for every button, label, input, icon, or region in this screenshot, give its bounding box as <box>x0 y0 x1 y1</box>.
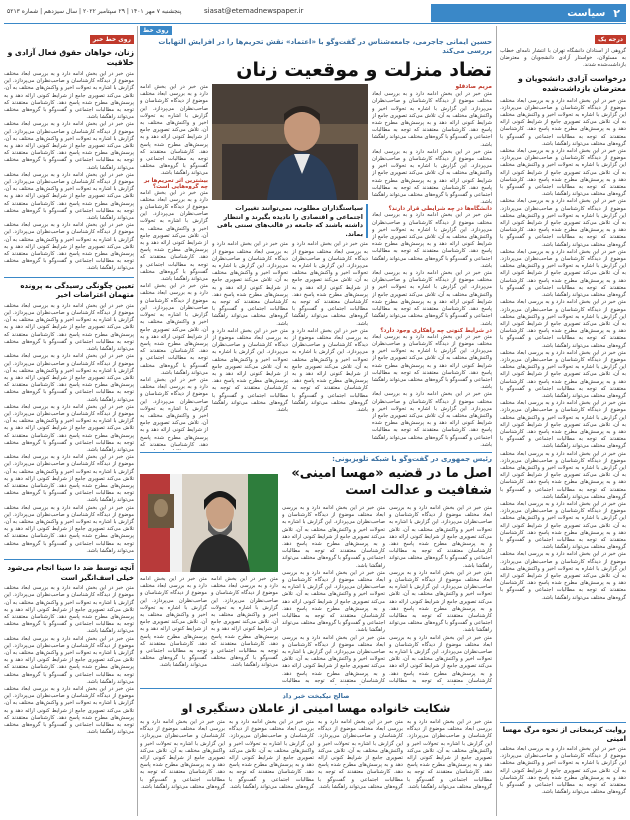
interview-pullquote: سیاستگذاران مطلوب، نمی‌توانند تغییرات اجتماعی و اقتصادی را نادیده بگیرند و انتظار داشته باشند که جامعه در قالب‌های سنتی باقی بماند. <box>212 204 368 238</box>
raisi-kicker: رئیس جمهوری در گفت‌وگو با شبکه تلویزیونی: <box>332 455 492 463</box>
right-body-2: متن خبر در این بخش ادامه دارد و به بررسی ابعاد مختلف موضوع از دیدگاه کارشناسان و صاحب‌نظران می‌پردازد. این گزارش با اشاره به تحولات اخیر و واکنش‌های مختلف به آن، تلاش می‌کند تصویری جامع از شرایط کنونی ارائه دهد و به پرسش‌های مطرح شده پاسخ دهد. کارشناسان معتقدند که توجه به مطالبات اجتماعی و گفت‌وگو با گروه‌های مختلف می‌تواند راهگشا باشد. <box>500 148 626 198</box>
raisi-text-5: متن خبر در این بخش ادامه دارد و به بررسی ابعاد مختلف موضوع از دیدگاه کارشناسان و صاحب‌نظران می‌پردازد. این گزارش با اشاره به تحولات اخیر و واکنش‌های مختلف به آن، تلاش می‌کند تصویری جامع از شرایط کنونی ارائه دهد و به پرسش‌های مطرح شده پاسخ دهد. کارشناسان معتقدند که توجه به مطالبات اجتماعی و گفت‌وگو با گروه‌های مختلف می‌تواند راهگشا باشد. <box>282 569 385 634</box>
left-text-12: متن خبر در این بخش ادامه دارد و به بررسی ابعاد مختلف موضوع از دیدگاه کارشناسان و صاحب‌نظران می‌پردازد. این گزارش با اشاره به تحولات اخیر و واکنش‌های مختلف به آن، تلاش می‌کند تصویری جامع از شرایط کنونی ارائه دهد و به پرسش‌های مطرح شده پاسخ دهد. کارشناسان معتقدند که توجه به مطالبات اجتماعی و گفت‌وگو با گروه‌های مختلف می‌تواند راهگشا باشد. <box>4 686 134 736</box>
site-email: siasat@etemadnewspaper.ir <box>204 7 304 15</box>
interview-col-2 <box>140 84 208 450</box>
raisi-text <box>282 505 492 685</box>
interview-kicker: روی خط <box>140 26 172 35</box>
bottom-text-4: متن خبر در این بخش ادامه دارد و به بررسی ابعاد مختلف موضوع از دیدگاه کارشناسان و صاحب‌نظران می‌پردازد. این گزارش با اشاره به تحولات اخیر و واکنش‌های مختلف به آن، تلاش می‌کند تصویری جامع از شرایط کنونی ارائه دهد و به پرسش‌های مطرح شده پاسخ دهد. کارشناسان معتقدند که توجه به مطالبات اجتماعی و گفت‌وگو با گروه‌های مختلف می‌تواند راهگشا باشد. <box>140 719 225 790</box>
interview-text-5: متن خبر در این بخش ادامه دارد و به بررسی ابعاد مختلف موضوع از دیدگاه کارشناسان و صاحب‌نظران می‌پردازد. این گزارش با اشاره به تحولات اخیر و واکنش‌های مختلف به آن، تلاش می‌کند تصویری جامع از شرایط کنونی ارائه دهد و به پرسش‌های مطرح شده پاسخ دهد. کارشناسان معتقدند که توجه به مطالبات اجتماعی و گفت‌وگو با گروه‌های مختلف می‌تواند راهگشا باشد. <box>372 333 492 391</box>
interview-text-15: متن خبر در این بخش ادامه دارد و به بررسی ابعاد مختلف موضوع از دیدگاه کارشناسان و صاحب‌نظران می‌پردازد. این گزارش با اشاره به تحولات اخیر و واکنش‌های مختلف به آن، تلاش می‌کند تصویری جامع از شرایط کنونی ارائه دهد و به پرسش‌های مطرح شده پاسخ دهد. کارشناسان معتقدند که توجه به مطالبات اجتماعی و گفت‌وگو با گروه‌های مختلف می‌تواند راهگشا باشد. <box>292 327 368 414</box>
bottom-text-2: متن خبر در این بخش ادامه دارد و به بررسی ابعاد مختلف موضوع از دیدگاه کارشناسان و صاحب‌نظران می‌پردازد. این گزارش با اشاره به تحولات اخیر و واکنش‌های مختلف به آن، تلاش می‌کند تصویری جامع از شرایط کنونی ارائه دهد و به پرسش‌های مطرح شده پاسخ دهد. کارشناسان معتقدند که توجه به مطالبات اجتماعی و گفت‌وگو با گروه‌های مختلف می‌تواند راهگشا باشد. <box>318 719 403 790</box>
dateline: پنجشنبه ۷ مهر ۱۴۰۱ | ۲۹ سپتامبر ۲۰۲۲ | سال سیزدهم | شماره ۵۲۱۳ <box>7 8 182 15</box>
bottom-headline: شکایت خانواده مهسا امینی از عاملان دستگیری او <box>181 702 451 715</box>
interview-col-3 <box>212 204 368 450</box>
bottom-text-1: متن خبر در این بخش ادامه دارد و به بررسی ابعاد مختلف موضوع از دیدگاه کارشناسان و صاحب‌نظران می‌پردازد. این گزارش با اشاره به تحولات اخیر و واکنش‌های مختلف به آن، تلاش می‌کند تصویری جامع از شرایط کنونی ارائه دهد و به پرسش‌های مطرح شده پاسخ دهد. کارشناسان معتقدند که توجه به مطالبات اجتماعی و گفت‌وگو با گروه‌های مختلف می‌تواند راهگشا باشد. <box>407 719 492 790</box>
interview-text-1: متن خبر در این بخش ادامه دارد و به بررسی ابعاد مختلف موضوع از دیدگاه کارشناسان و صاحب‌نظران می‌پردازد. این گزارش با اشاره به تحولات اخیر و واکنش‌های مختلف به آن، تلاش می‌کند تصویری جامع از شرایط کنونی ارائه دهد و به پرسش‌های مطرح شده پاسخ دهد. کارشناسان معتقدند که توجه به مطالبات اجتماعی و گفت‌وگو با گروه‌های مختلف می‌تواند راهگشا باشد. <box>372 91 492 148</box>
right-body-3: متن خبر در این بخش ادامه دارد و به بررسی ابعاد مختلف موضوع از دیدگاه کارشناسان و صاحب‌نظران می‌پردازد. این گزارش با اشاره به تحولات اخیر و واکنش‌های مختلف به آن، تلاش می‌کند تصویری جامع از شرایط کنونی ارائه دهد و به پرسش‌های مطرح شده پاسخ دهد. کارشناسان معتقدند که توجه به مطالبات اجتماعی و گفت‌وگو با گروه‌های مختلف می‌تواند راهگشا باشد. <box>500 198 626 248</box>
interview-col-1 <box>372 84 492 450</box>
masthead-bar <box>4 4 626 22</box>
right-bottom-box <box>500 722 626 816</box>
raisi-text-2: متن خبر در این بخش ادامه دارد و به بررسی ابعاد مختلف موضوع از دیدگاه کارشناسان و صاحب‌نظران می‌پردازد. این گزارش با اشاره به تحولات اخیر و واکنش‌های مختلف به آن، تلاش می‌کند تصویری جامع از شرایط کنونی ارائه دهد و به پرسش‌های مطرح شده پاسخ دهد. کارشناسان معتقدند که توجه به مطالبات اجتماعی و گفت‌وگو با گروه‌های مختلف می‌تواند راهگشا باشد. <box>389 569 492 634</box>
right-body-10: متن خبر در این بخش ادامه دارد و به بررسی ابعاد مختلف موضوع از دیدگاه کارشناسان و صاحب‌نظران می‌پردازد. این گزارش با اشاره به تحولات اخیر و واکنش‌های مختلف به آن، تلاش می‌کند تصویری جامع از شرایط کنونی ارائه دهد و به پرسش‌های مطرح شده پاسخ دهد. کارشناسان معتقدند که توجه به مطالبات اجتماعی و گفت‌وگو با گروه‌های مختلف می‌تواند راهگشا باشد. <box>500 551 626 601</box>
interview-headline: تضاد منزلت و موقعیت زنان <box>236 59 492 81</box>
left-text-6: متن خبر در این بخش ادامه دارد و به بررسی ابعاد مختلف موضوع از دیدگاه کارشناسان و صاحب‌نظران می‌پردازد. این گزارش با اشاره به تحولات اخیر و واکنش‌های مختلف به آن، تلاش می‌کند تصویری جامع از شرایط کنونی ارائه دهد و به پرسش‌های مطرح شده پاسخ دهد. کارشناسان معتقدند که توجه به مطالبات اجتماعی و گفت‌وگو با گروه‌های مختلف می‌تواند راهگشا باشد. <box>4 353 134 403</box>
left-text-5: متن خبر در این بخش ادامه دارد و به بررسی ابعاد مختلف موضوع از دیدگاه کارشناسان و صاحب‌نظران می‌پردازد. این گزارش با اشاره به تحولات اخیر و واکنش‌های مختلف به آن، تلاش می‌کند تصویری جامع از شرایط کنونی ارائه دهد و به پرسش‌های مطرح شده پاسخ دهد. کارشناسان معتقدند که توجه به مطالبات اجتماعی و گفت‌وگو با گروه‌های مختلف می‌تواند راهگشا باشد. <box>4 302 134 353</box>
page-number: ۲ <box>613 6 620 20</box>
left-text-4: متن خبر در این بخش ادامه دارد و به بررسی ابعاد مختلف موضوع از دیدگاه کارشناسان و صاحب‌نظران می‌پردازد. این گزارش با اشاره به تحولات اخیر و واکنش‌های مختلف به آن، تلاش می‌کند تصویری جامع از شرایط کنونی ارائه دهد و به پرسش‌های مطرح شده پاسخ دهد. کارشناسان معتقدند که توجه به مطالبات اجتماعی و گفت‌وگو با گروه‌های مختلف می‌تواند راهگشا باشد. <box>4 222 134 272</box>
left-third-headline: آنچه توسط ضد دا سینا انجام می‌شود خیلی اسف‌انگیز است <box>7 563 134 582</box>
left-text-1: متن خبر در این بخش ادامه دارد و به بررسی ابعاد مختلف موضوع از دیدگاه کارشناسان و صاحب‌نظران می‌پردازد. این گزارش با اشاره به تحولات اخیر و واکنش‌های مختلف به آن، تلاش می‌کند تصویری جامع از شرایط کنونی ارائه دهد و به پرسش‌های مطرح شده پاسخ دهد. کارشناسان معتقدند که توجه به مطالبات اجتماعی و گفت‌وگو با گروه‌های مختلف می‌تواند راهگشا باشد. <box>4 71 134 121</box>
interview-text-10: متن خبر در این بخش ادامه دارد و به بررسی ابعاد مختلف موضوع از دیدگاه کارشناسان و صاحب‌نظران می‌پردازد. این گزارش با اشاره به تحولات اخیر و واکنش‌های مختلف به آن، تلاش می‌کند تصویری جامع از شرایط کنونی ارائه دهد و به پرسش‌های مطرح شده پاسخ دهد. کارشناسان معتقدند که <box>140 376 208 448</box>
bottom-text-3: متن خبر در این بخش ادامه دارد و به بررسی ابعاد مختلف موضوع از دیدگاه کارشناسان و صاحب‌نظران می‌پردازد. این گزارش با اشاره به تحولات اخیر و واکنش‌های مختلف به آن، تلاش می‌کند تصویری جامع از شرایط کنونی ارائه دهد و به پرسش‌های مطرح شده پاسخ دهد. کارشناسان معتقدند که توجه به مطالبات اجتماعی و گفت‌وگو با گروه‌های مختلف می‌تواند راهگشا باشد. <box>229 719 314 790</box>
left-text-10: متن خبر در این بخش ادامه دارد و به بررسی ابعاد مختلف موضوع از دیدگاه کارشناسان و صاحب‌نظران می‌پردازد. این گزارش با اشاره به تحولات اخیر و واکنش‌های مختلف به آن، تلاش می‌کند تصویری جامع از شرایط کنونی ارائه دهد و به پرسش‌های مطرح شده پاسخ دهد. کارشناسان معتقدند که توجه به مطالبات اجتماعی و گفت‌وگو با گروه‌های مختلف می‌تواند راهگشا باشد. <box>4 585 134 635</box>
right-column <box>500 26 626 816</box>
interview-q1: دانشگاه‌ها در چه شرایطی قرار دارند؟ <box>388 206 492 213</box>
right-bottom-headline: روایت کریمخانی از نحوه مرگ مهسا امینی <box>502 726 626 743</box>
right-bottom-body: متن خبر در این بخش ادامه دارد و به بررسی ابعاد مختلف موضوع از دیدگاه کارشناسان و صاحب‌نظران می‌پردازد. این گزارش با اشاره به تحولات اخیر و واکنش‌های مختلف به آن، تلاش می‌کند تصویری جامع از شرایط کنونی ارائه دهد و به پرسش‌های مطرح شده پاسخ دهد. کارشناسان معتقدند که توجه به مطالبات اجتماعی و گفت‌وگو با گروه‌های مختلف می‌تواند راهگشا باشد. <box>500 746 626 796</box>
raisi-text-8: متن خبر در این بخش ادامه دارد و به بررسی ابعاد مختلف موضوع از دیدگاه کارشناسان و صاحب‌نظران می‌پردازد. این گزارش با اشاره به تحولات اخیر و واکنش‌های مختلف به آن، تلاش می‌کند تصویری جامع از شرایط کنونی ارائه دهد و به پرسش‌های مطرح شده پاسخ دهد. کارشناسان معتقدند که توجه به مطالبات اجتماعی و گفت‌وگو با گروه‌های مختلف می‌تواند راهگشا باشد. <box>140 576 207 669</box>
right-body-7: متن خبر در این بخش ادامه دارد و به بررسی ابعاد مختلف موضوع از دیدگاه کارشناسان و صاحب‌نظران می‌پردازد. این گزارش با اشاره به تحولات اخیر و واکنش‌های مختلف به آن، تلاش می‌کند تصویری جامع از شرایط کنونی ارائه دهد و به پرسش‌های مطرح شده پاسخ دهد. کارشناسان معتقدند که توجه به مطالبات اجتماعی و گفت‌وگو با گروه‌های مختلف می‌تواند راهگشا باشد. <box>500 400 626 450</box>
interview-text-14: متن خبر در این بخش ادامه دارد و به بررسی ابعاد مختلف موضوع از دیدگاه کارشناسان و صاحب‌نظران می‌پردازد. این گزارش با اشاره به تحولات اخیر و واکنش‌های مختلف به آن، تلاش می‌کند تصویری جامع از شرایط کنونی ارائه دهد و به پرسش‌های مطرح شده پاسخ دهد. کارشناسان معتقدند که توجه به مطالبات اجتماعی و گفت‌وگو با گروه‌های مختلف می‌تواند راهگشا باشد. <box>212 241 288 327</box>
interview-text-8: متن خبر در این بخش ادامه دارد و به بررسی ابعاد مختلف موضوع از دیدگاه کارشناسان و صاحب‌نظران می‌پردازد. این گزارش با اشاره به تحولات اخیر و واکنش‌های مختلف به آن، تلاش می‌کند تصویری جامع از شرایط کنونی ارائه دهد و به پرسش‌های مطرح شده پاسخ دهد. کارشناسان معتقدند که توجه به مطالبات اجتماعی و گفت‌وگو با گروه‌های مختلف می‌تواند راهگشا باشد. <box>140 189 208 283</box>
interview-q3: بیشترین اثر تحریم‌ها بر چه گروه‌هایی است؟ <box>144 177 208 190</box>
right-kicker: درجه یک <box>595 35 626 44</box>
raisi-text-below <box>140 576 278 684</box>
right-body-4: متن خبر در این بخش ادامه دارد و به بررسی ابعاد مختلف موضوع از دیدگاه کارشناسان و صاحب‌نظران می‌پردازد. این گزارش با اشاره به تحولات اخیر و واکنش‌های مختلف به آن، تلاش می‌کند تصویری جامع از شرایط کنونی ارائه دهد و به پرسش‌های مطرح شده پاسخ دهد. کارشناسان معتقدند که توجه به مطالبات اجتماعی و گفت‌وگو با گروه‌های مختلف می‌تواند راهگشا باشد. <box>500 248 626 299</box>
left-second-headline: تعیین چگونگی رسیدگی به پرونده متهمان اعتراضات اخیر <box>20 281 134 300</box>
interview-text-3: متن خبر در این بخش ادامه دارد و به بررسی ابعاد مختلف موضوع از دیدگاه کارشناسان و صاحب‌نظران می‌پردازد. این گزارش با اشاره به تحولات اخیر و واکنش‌های مختلف به آن، تلاش می‌کند تصویری جامع از شرایط کنونی ارائه دهد و به پرسش‌های مطرح شده پاسخ دهد. کارشناسان معتقدند که توجه به مطالبات اجتماعی و گفت‌وگو با گروه‌های مختلف می‌تواند راهگشا باشد. <box>372 212 492 269</box>
interview-text-7: متن خبر در این بخش ادامه دارد و به بررسی ابعاد مختلف موضوع از دیدگاه کارشناسان و صاحب‌نظران می‌پردازد. این گزارش با اشاره به تحولات اخیر و واکنش‌های مختلف به آن، تلاش می‌کند تصویری جامع از شرایط کنونی ارائه دهد و به پرسش‌های مطرح شده پاسخ دهد. کارشناسان معتقدند که توجه به مطالبات اجتماعی و گفت‌وگو با گروه‌های مختلف می‌تواند راهگشا باشد. <box>140 84 208 177</box>
right-body-5: متن خبر در این بخش ادامه دارد و به بررسی ابعاد مختلف موضوع از دیدگاه کارشناسان و صاحب‌نظران می‌پردازد. این گزارش با اشاره به تحولات اخیر و واکنش‌های مختلف به آن، تلاش می‌کند تصویری جامع از شرایط کنونی ارائه دهد و به پرسش‌های مطرح شده پاسخ دهد. کارشناسان معتقدند که توجه به مطالبات اجتماعی و گفت‌وگو با گروه‌های مختلف می‌تواند راهگشا باشد. <box>500 299 626 349</box>
interview-photo <box>212 84 368 200</box>
left-text-9: متن خبر در این بخش ادامه دارد و به بررسی ابعاد مختلف موضوع از دیدگاه کارشناسان و صاحب‌نظران می‌پردازد. این گزارش با اشاره به تحولات اخیر و واکنش‌های مختلف به آن، تلاش می‌کند تصویری جامع از شرایط کنونی ارائه دهد و به پرسش‌های مطرح شده پاسخ دهد. کارشناسان معتقدند که توجه به مطالبات اجتماعی و گفت‌وگو با گروه‌های مختلف می‌تواند راهگشا باشد. <box>4 504 134 554</box>
section-label <box>431 4 626 22</box>
left-text-7: متن خبر در این بخش ادامه دارد و به بررسی ابعاد مختلف موضوع از دیدگاه کارشناسان و صاحب‌نظران می‌پردازد. این گزارش با اشاره به تحولات اخیر و واکنش‌های مختلف به آن، تلاش می‌کند تصویری جامع از شرایط کنونی ارائه دهد و به پرسش‌های مطرح شده پاسخ دهد. کارشناسان معتقدند که توجه به مطالبات اجتماعی و گفت‌وگو با گروه‌های مختلف می‌تواند راهگشا باشد. <box>4 403 134 453</box>
bottom-story <box>140 692 492 816</box>
left-text-8: متن خبر در این بخش ادامه دارد و به بررسی ابعاد مختلف موضوع از دیدگاه کارشناسان و صاحب‌نظران می‌پردازد. این گزارش با اشاره به تحولات اخیر و واکنش‌های مختلف به آن، تلاش می‌کند تصویری جامع از شرایط کنونی ارائه دهد و به پرسش‌های مطرح شده پاسخ دهد. کارشناسان معتقدند که توجه به مطالبات اجتماعی و گفت‌وگو با گروه‌های مختلف می‌تواند راهگشا باشد. <box>4 454 134 504</box>
right-intro: گروهی از استادان دانشگاه تهران با انتشار نامه‌ای خطاب به مسئولان، خواستار آزادی دانشجویان و معترضان بازداشت‌شده شدند. <box>500 48 626 69</box>
right-body-1: متن خبر در این بخش ادامه دارد و به بررسی ابعاد مختلف موضوع از دیدگاه کارشناسان و صاحب‌نظران می‌پردازد. این گزارش با اشاره به تحولات اخیر و واکنش‌های مختلف به آن، تلاش می‌کند تصویری جامع از شرایط کنونی ارائه دهد و به پرسش‌های مطرح شده پاسخ دهد. کارشناسان معتقدند که توجه به مطالبات اجتماعی و گفت‌وگو با گروه‌های مختلف می‌تواند راهگشا باشد. <box>500 97 626 147</box>
raisi-text-6: متن خبر در این بخش ادامه دارد و به بررسی ابعاد مختلف موضوع از دیدگاه کارشناسان و صاحب‌نظران می‌پردازد. این گزارش با اشاره به تحولات اخیر و واکنش‌های مختلف به آن، تلاش می‌کند تصویری جامع از شرایط کنونی ارائه دهد و به پرسش‌های مطرح شده پاسخ دهد. کارشناسان معتقدند که توجه به مطالبات <box>282 634 385 684</box>
left-kicker: روی خط خبر <box>90 35 134 44</box>
right-body-8: متن خبر در این بخش ادامه دارد و به بررسی ابعاد مختلف موضوع از دیدگاه کارشناسان و صاحب‌نظران می‌پردازد. این گزارش با اشاره به تحولات اخیر و واکنش‌های مختلف به آن، تلاش می‌کند تصویری جامع از شرایط کنونی ارائه دهد و به پرسش‌های مطرح شده پاسخ دهد. کارشناسان معتقدند که توجه به مطالبات اجتماعی و گفت‌وگو با گروه‌های مختلف می‌تواند راهگشا باشد. <box>500 450 626 500</box>
right-headline: درخواست آزادی دانشجویان و معترضان بازداشت‌شده <box>518 73 626 93</box>
interview-byline: مریم صادقلو <box>455 84 492 90</box>
interview-text-2: متن خبر در این بخش ادامه دارد و به بررسی ابعاد مختلف موضوع از دیدگاه کارشناسان و صاحب‌نظران می‌پردازد. این گزارش با اشاره به تحولات اخیر و واکنش‌های مختلف به آن، تلاش می‌کند تصویری جامع از شرایط کنونی ارائه دهد و به پرسش‌های مطرح شده پاسخ دهد. کارشناسان معتقدند که توجه به مطالبات اجتماعی و گفت‌وگو با گروه‌های مختلف می‌تواند راهگشا باشد. <box>372 148 492 206</box>
left-text-3: متن خبر در این بخش ادامه دارد و به بررسی ابعاد مختلف موضوع از دیدگاه کارشناسان و صاحب‌نظران می‌پردازد. این گزارش با اشاره به تحولات اخیر و واکنش‌های مختلف به آن، تلاش می‌کند تصویری جامع از شرایط کنونی ارائه دهد و به پرسش‌های مطرح شده پاسخ دهد. کارشناسان معتقدند که توجه به مطالبات اجتماعی و گفت‌وگو با گروه‌های مختلف می‌تواند راهگشا باشد. <box>4 171 134 222</box>
interview-deck: حسین ایمانی جاجرمی، جامعه‌شناس در گفت‌وگو با «اعتماد» نقش تحریم‌ها را در افزایش التهابات بررسی می‌کند <box>158 38 492 55</box>
raisi-text-3: متن خبر در این بخش ادامه دارد و به بررسی ابعاد مختلف موضوع از دیدگاه کارشناسان و صاحب‌نظران می‌پردازد. این گزارش با اشاره به تحولات اخیر و واکنش‌های مختلف به آن، تلاش می‌کند تصویری جامع از شرایط کنونی ارائه دهد و به پرسش‌های مطرح شده پاسخ دهد. کارشناسان معتقدند که توجه به مطالبات <box>389 634 492 684</box>
left-text-11: متن خبر در این بخش ادامه دارد و به بررسی ابعاد مختلف موضوع از دیدگاه کارشناسان و صاحب‌نظران می‌پردازد. این گزارش با اشاره به تحولات اخیر و واکنش‌های مختلف به آن، تلاش می‌کند تصویری جامع از شرایط کنونی ارائه دهد و به پرسش‌های مطرح شده پاسخ دهد. کارشناسان معتقدند که توجه به مطالبات اجتماعی و گفت‌وگو با گروه‌های مختلف می‌تواند راهگشا باشد. <box>4 635 134 685</box>
raisi-photo <box>140 474 278 572</box>
section-title: سیاست <box>567 7 606 19</box>
left-headline: زنان، خواهان حقوق فعال آزادی و خلاقیت <box>7 48 134 67</box>
raisi-headline: اصل ما در قضیه «مهسا امینی» شفافیت و عدالت است <box>291 466 492 498</box>
interview-q2: در شرایط کنونی چه راهکاری وجود دارد؟ <box>380 327 492 334</box>
left-column <box>4 26 134 816</box>
left-text-2: متن خبر در این بخش ادامه دارد و به بررسی ابعاد مختلف موضوع از دیدگاه کارشناسان و صاحب‌نظران می‌پردازد. این گزارش با اشاره به تحولات اخیر و واکنش‌های مختلف به آن، تلاش می‌کند تصویری جامع از شرایط کنونی ارائه دهد و به پرسش‌های مطرح شده پاسخ دهد. کارشناسان معتقدند که توجه به مطالبات اجتماعی و گفت‌وگو با گروه‌های مختلف می‌تواند راهگشا باشد. <box>4 121 134 171</box>
raisi-text-7: متن خبر در این بخش ادامه دارد و به بررسی ابعاد مختلف موضوع از دیدگاه کارشناسان و صاحب‌نظران می‌پردازد. این گزارش با اشاره به تحولات اخیر و واکنش‌های مختلف به آن، تلاش می‌کند تصویری جامع از شرایط کنونی ارائه دهد و به پرسش‌های مطرح شده پاسخ دهد. کارشناسان معتقدند که توجه به مطالبات اجتماعی و گفت‌وگو با گروه‌های مختلف می‌تواند راهگشا باشد. <box>211 576 278 669</box>
right-body-6: متن خبر در این بخش ادامه دارد و به بررسی ابعاد مختلف موضوع از دیدگاه کارشناسان و صاحب‌نظران می‌پردازد. این گزارش با اشاره به تحولات اخیر و واکنش‌های مختلف به آن، تلاش می‌کند تصویری جامع از شرایط کنونی ارائه دهد و به پرسش‌های مطرح شده پاسخ دهد. کارشناسان معتقدند که توجه به مطالبات اجتماعی و گفت‌وگو با گروه‌های مختلف می‌تواند راهگشا باشد. <box>500 349 626 399</box>
bottom-kicker: صالح نیکبخت خبر داد <box>282 692 350 700</box>
raisi-text-1: متن خبر در این بخش ادامه دارد و به بررسی ابعاد مختلف موضوع از دیدگاه کارشناسان و صاحب‌نظران می‌پردازد. این گزارش با اشاره به تحولات اخیر و واکنش‌های مختلف به آن، تلاش می‌کند تصویری جامع از شرایط کنونی ارائه دهد و به پرسش‌های مطرح شده پاسخ دهد. کارشناسان معتقدند که توجه به مطالبات اجتماعی و گفت‌وگو با گروه‌های مختلف می‌تواند راهگشا باشد. <box>389 505 492 569</box>
interview-text-13: متن خبر در این بخش ادامه دارد و به بررسی ابعاد مختلف موضوع از دیدگاه کارشناسان و صاحب‌نظران می‌پردازد. این گزارش با اشاره به تحولات اخیر و واکنش‌های مختلف به آن، تلاش می‌کند تصویری جامع از شرایط کنونی ارائه دهد و به پرسش‌های مطرح شده پاسخ دهد. کارشناسان معتقدند که توجه به مطالبات اجتماعی و گفت‌وگو با گروه‌های مختلف می‌تواند راهگشا باشد. <box>292 241 368 327</box>
interview-text-9: متن خبر در این بخش ادامه دارد و به بررسی ابعاد مختلف موضوع از دیدگاه کارشناسان و صاحب‌نظران می‌پردازد. این گزارش با اشاره به تحولات اخیر و واکنش‌های مختلف به آن، تلاش می‌کند تصویری جامع از شرایط کنونی ارائه دهد و به پرسش‌های مطرح شده پاسخ دهد. کارشناسان معتقدند که توجه به مطالبات اجتماعی و گفت‌وگو با گروه‌های مختلف می‌تواند راهگشا باشد. <box>140 283 208 376</box>
raisi-text-4: متن خبر در این بخش ادامه دارد و به بررسی ابعاد مختلف موضوع از دیدگاه کارشناسان و صاحب‌نظران می‌پردازد. این گزارش با اشاره به تحولات اخیر و واکنش‌های مختلف به آن، تلاش می‌کند تصویری جامع از شرایط کنونی ارائه دهد و به پرسش‌های مطرح شده پاسخ دهد. کارشناسان معتقدند که توجه به مطالبات اجتماعی و گفت‌وگو با گروه‌های مختلف می‌تواند راهگشا باشد. <box>282 505 385 569</box>
right-body-9: متن خبر در این بخش ادامه دارد و به بررسی ابعاد مختلف موضوع از دیدگاه کارشناسان و صاحب‌نظران می‌پردازد. این گزارش با اشاره به تحولات اخیر و واکنش‌های مختلف به آن، تلاش می‌کند تصویری جامع از شرایط کنونی ارائه دهد و به پرسش‌های مطرح شده پاسخ دهد. کارشناسان معتقدند که توجه به مطالبات اجتماعی و گفت‌وگو با گروه‌های مختلف می‌تواند راهگشا باشد. <box>500 500 626 551</box>
interview-text-4: متن خبر در این بخش ادامه دارد و به بررسی ابعاد مختلف موضوع از دیدگاه کارشناسان و صاحب‌نظران می‌پردازد. این گزارش با اشاره به تحولات اخیر و واکنش‌های مختلف به آن، تلاش می‌کند تصویری جامع از شرایط کنونی ارائه دهد و به پرسش‌های مطرح شده پاسخ دهد. کارشناسان معتقدند که توجه به مطالبات اجتماعی و گفت‌وگو با گروه‌های مختلف می‌تواند راهگشا باشد. <box>372 270 492 327</box>
interview-text-16: متن خبر در این بخش ادامه دارد و به بررسی ابعاد مختلف موضوع از دیدگاه کارشناسان و صاحب‌نظران می‌پردازد. این گزارش با اشاره به تحولات اخیر و واکنش‌های مختلف به آن، تلاش می‌کند تصویری جامع از شرایط کنونی ارائه دهد و به پرسش‌های مطرح شده پاسخ دهد. کارشناسان معتقدند که توجه به مطالبات اجتماعی و گفت‌وگو با گروه‌های مختلف می‌تواند راهگشا باشد. <box>212 327 288 414</box>
interview-text-6: متن خبر در این بخش ادامه دارد و به بررسی ابعاد مختلف موضوع از دیدگاه کارشناسان و صاحب‌نظران می‌پردازد. این گزارش با اشاره به تحولات اخیر و واکنش‌های مختلف به آن، تلاش می‌کند تصویری جامع از شرایط کنونی ارائه دهد و به پرسش‌های مطرح شده پاسخ دهد. کارشناسان معتقدند که توجه به مطالبات اجتماعی و گفت‌وگو با گروه‌های مختلف می‌تواند راهگشا باشد. <box>372 391 492 448</box>
